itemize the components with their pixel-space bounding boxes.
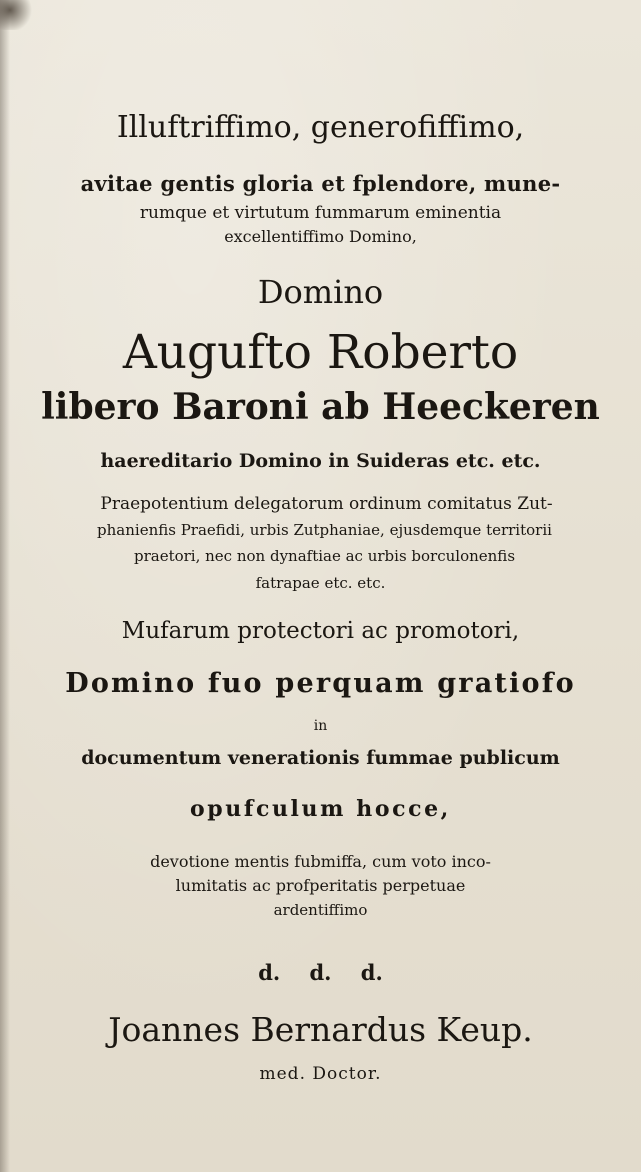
dedication-line-18: devotione mentis fubmiffa, cum voto inco- [150,852,491,871]
dedication-line-3: rumque et virtutum fummarum eminentia [139,203,502,223]
dedication-line-9: Praepotentium delegatorum ordinum comitatus Zut- [100,494,553,514]
dedication-line-12: fatrapae etc. etc. [255,574,386,592]
dedication-line-15: in [313,718,328,734]
dedication-line-1: Illuftriffimo, generofiffimo, [116,110,525,145]
dedication-line-19: lumitatis ac profperitatis perpetuae [175,876,466,895]
dedication-line-10: phanienfis Praefidi, urbis Zutphaniae, ejusdemque territorii [97,521,552,539]
corner-stain [0,0,38,30]
dedication-line-4: excellentiffimo Domino, [224,227,417,246]
dedication-ddd: d. d. d. [258,960,383,985]
dedication-line-2: avitae gentis gloria et fplendore, mune- [80,171,561,196]
dedication-line-14: Domino fuo perquam gratiofo [65,668,576,699]
author-title: med. Doctor. [259,1064,382,1084]
dedication-line-8: haereditario Domino in Suideras etc. etc. [100,450,541,472]
author-name: Joannes Bernardus Keup. [108,1010,533,1049]
dedication-line-20: ardentiffimo [273,901,368,919]
dedication-domino: Domino [257,273,384,311]
dedication-line-16: documentum venerationis fummae publicum [81,747,560,769]
dedication-line-17: opufculum hocce, [190,796,451,822]
dedicatee-title: libero Baroni ab Heeckeren [41,386,600,428]
dedication-line-11: praetori, nec non dynaftiae ac urbis borculonenfis [133,547,516,565]
dedication-line-13: Mufarum protectori ac promotori, [121,618,520,644]
dedicatee-name: Augufto Roberto [122,325,519,380]
